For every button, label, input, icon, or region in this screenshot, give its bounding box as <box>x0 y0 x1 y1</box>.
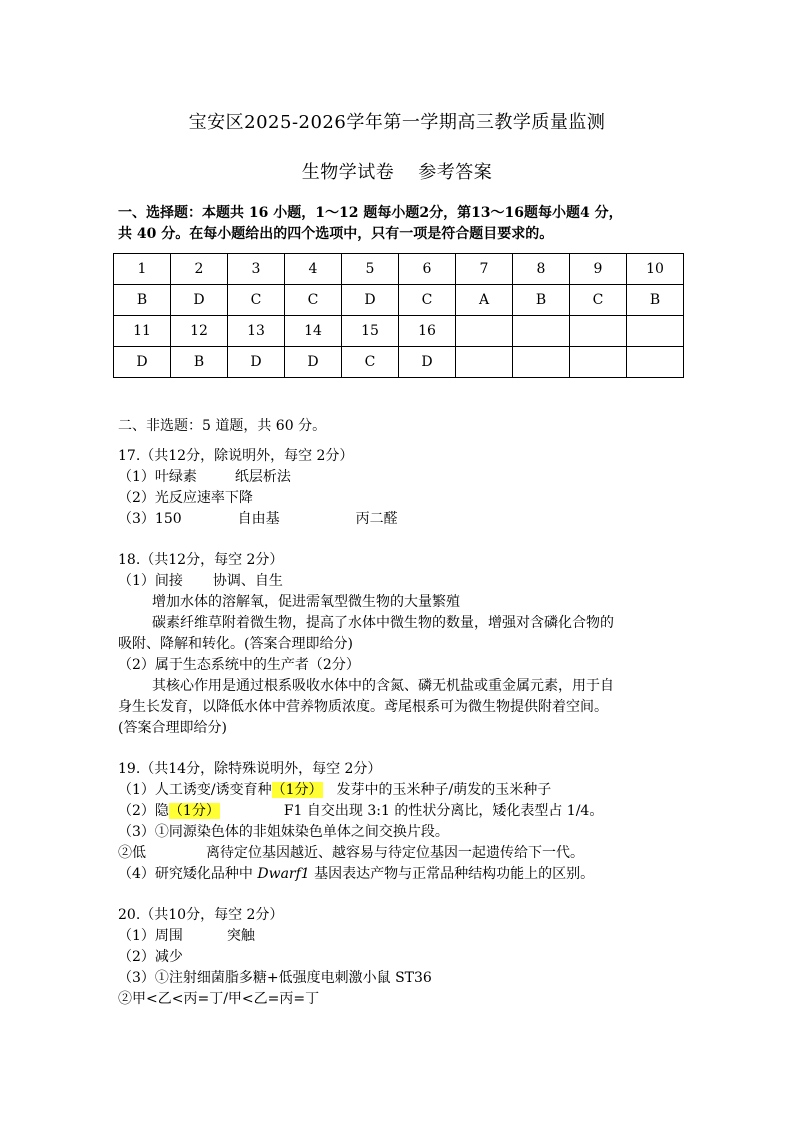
q17-a3b: 自由基 <box>237 511 280 527</box>
table-cell: D <box>399 347 456 378</box>
section1-instructions-1: 一、选择题：本题共 16 小题，1～12 题每小题2分，第13～16题每小题4 分， <box>118 205 623 221</box>
q19-l1-highlight: （1分） <box>271 782 323 798</box>
q18-line-7: 身生长发育，以降低水体中营养物质浓度。鸢尾根系可为微生物提供附着空间。 <box>118 699 608 715</box>
table-cell: 8 <box>513 254 570 285</box>
table-cell: C <box>285 285 342 316</box>
q19-answer-1 <box>118 780 551 800</box>
table-cell <box>513 316 570 347</box>
q18-a1b: 协调、自生 <box>212 573 283 589</box>
table-cell: B <box>627 285 684 316</box>
table-cell: 9 <box>570 254 627 285</box>
table-cell: C <box>228 285 285 316</box>
q19-l1b: 发芽中的玉米种子/萌发的玉米种子 <box>336 782 552 798</box>
q17-a3: （3）150 <box>118 511 182 527</box>
table-row <box>114 254 684 285</box>
q20-answer-4: ②甲<乙<丙=丁/甲<乙=丙=丁 <box>118 991 320 1007</box>
section2-heading: 二、非选题：5 道题，共 60 分。 <box>118 418 327 434</box>
q19-answer-3: （3）①同源染色体的非姐妹染色单体之间交换片段。 <box>118 824 449 840</box>
table-cell: 11 <box>114 316 171 347</box>
q17-a1b: 纸层析法 <box>234 469 291 485</box>
q18-heading: 18.（共12分，每空 2分） <box>118 552 284 568</box>
section1-instructions-2: 共 40 分。在每小题给出的四个选项中，只有一项是符合题目要求的。 <box>118 226 554 242</box>
q18-line-5: （2）属于生态系统中的生产者（2分） <box>118 657 360 673</box>
table-cell: 2 <box>171 254 228 285</box>
q19-heading: 19.（共14分，除特殊说明外，每空 2分） <box>118 761 382 777</box>
q18-line-2: 增加水体的溶解氧，促进需氧型微生物的大量繁殖 <box>152 594 460 610</box>
table-cell <box>570 347 627 378</box>
q19-l2-highlight: （1分） <box>168 803 220 819</box>
table-cell: 12 <box>171 316 228 347</box>
q19-answer-4 <box>118 843 584 863</box>
q19-l5b: 基因表达产物与正常品种结构功能上的区别。 <box>309 866 595 882</box>
table-cell: 3 <box>228 254 285 285</box>
subtitle-subject: 生物学试卷 <box>301 162 395 183</box>
table-row <box>114 316 684 347</box>
q19-l5a: （4）研究矮化品种中 <box>118 866 258 882</box>
q18-line-8: (答案合理即给分) <box>118 720 227 736</box>
answer-table <box>113 253 684 378</box>
q18-a1: （1）间接 <box>118 573 183 589</box>
q20-heading: 20.（共10分，每空 2分） <box>118 907 284 923</box>
q19-l4a: ②低 <box>118 845 146 861</box>
table-cell <box>456 347 513 378</box>
q20-a1b: 突触 <box>226 928 255 944</box>
table-cell: B <box>114 285 171 316</box>
q18-line-3: 碳素纤维草附着微生物，提高了水体中微生物的数量，增强对含磷化合物的 <box>152 615 614 631</box>
table-cell: 5 <box>342 254 399 285</box>
q18-line-4: 吸附、降解和转化。(答案合理即给分) <box>118 636 353 652</box>
table-cell: 7 <box>456 254 513 285</box>
q17-a3c: 丙二醛 <box>355 511 398 527</box>
table-cell: 10 <box>627 254 684 285</box>
q19-l2a: （2）隐 <box>118 803 169 819</box>
table-cell: C <box>399 285 456 316</box>
table-cell: D <box>171 285 228 316</box>
page-title: 宝安区2025-2026学年第一学期高三教学质量监测 <box>188 112 606 133</box>
table-cell: D <box>285 347 342 378</box>
table-cell: D <box>342 285 399 316</box>
table-cell: 15 <box>342 316 399 347</box>
table-cell: 4 <box>285 254 342 285</box>
q17-answer-1 <box>118 467 291 487</box>
table-cell <box>513 347 570 378</box>
q19-l1a: （1）人工诱变/诱变育种 <box>118 782 272 798</box>
q19-l4b: 离待定位基因越近、越容易与待定位基因一起遗传给下一代。 <box>206 845 584 861</box>
table-cell <box>570 316 627 347</box>
table-cell: 6 <box>399 254 456 285</box>
table-cell: A <box>456 285 513 316</box>
q17-answer-2: （2）光反应速率下降 <box>118 490 253 506</box>
table-cell: C <box>570 285 627 316</box>
table-cell: B <box>171 347 228 378</box>
table-cell <box>627 316 684 347</box>
page-subtitle <box>0 158 794 184</box>
table-cell: C <box>342 347 399 378</box>
q18-line-6: 其核心作用是通过根系吸收水体中的含氮、磷无机盐或重金属元素，用于自 <box>152 678 614 694</box>
table-cell <box>627 347 684 378</box>
subtitle-answers: 参考答案 <box>418 162 493 183</box>
q20-a1: （1）周围 <box>118 928 183 944</box>
q20-answer-2: （2）减少 <box>118 949 183 965</box>
q20-answer-1 <box>118 926 255 946</box>
table-row <box>114 285 684 316</box>
table-cell: 1 <box>114 254 171 285</box>
q19-answer-5 <box>118 864 594 884</box>
table-cell: B <box>513 285 570 316</box>
q19-gene-name: Dwarf1 <box>257 866 310 882</box>
q17-heading: 17.（共12分，除说明外，每空 2分） <box>118 448 354 464</box>
q17-answer-3 <box>118 509 398 529</box>
q19-answer-2 <box>118 801 603 821</box>
table-cell: 14 <box>285 316 342 347</box>
table-cell: 16 <box>399 316 456 347</box>
table-cell: D <box>228 347 285 378</box>
table-row <box>114 347 684 378</box>
table-cell: 13 <box>228 316 285 347</box>
table-cell: D <box>114 347 171 378</box>
q17-a1: （1）叶绿素 <box>118 469 197 485</box>
q18-answer-1 <box>118 571 283 591</box>
q19-l2b: F1 自交出现 3:1 的性状分离比，矮化表型占 1/4。 <box>283 803 604 819</box>
table-cell <box>456 316 513 347</box>
q20-answer-3: （3）①注射细菌脂多糖+低强度电刺激小鼠 ST36 <box>118 970 432 986</box>
